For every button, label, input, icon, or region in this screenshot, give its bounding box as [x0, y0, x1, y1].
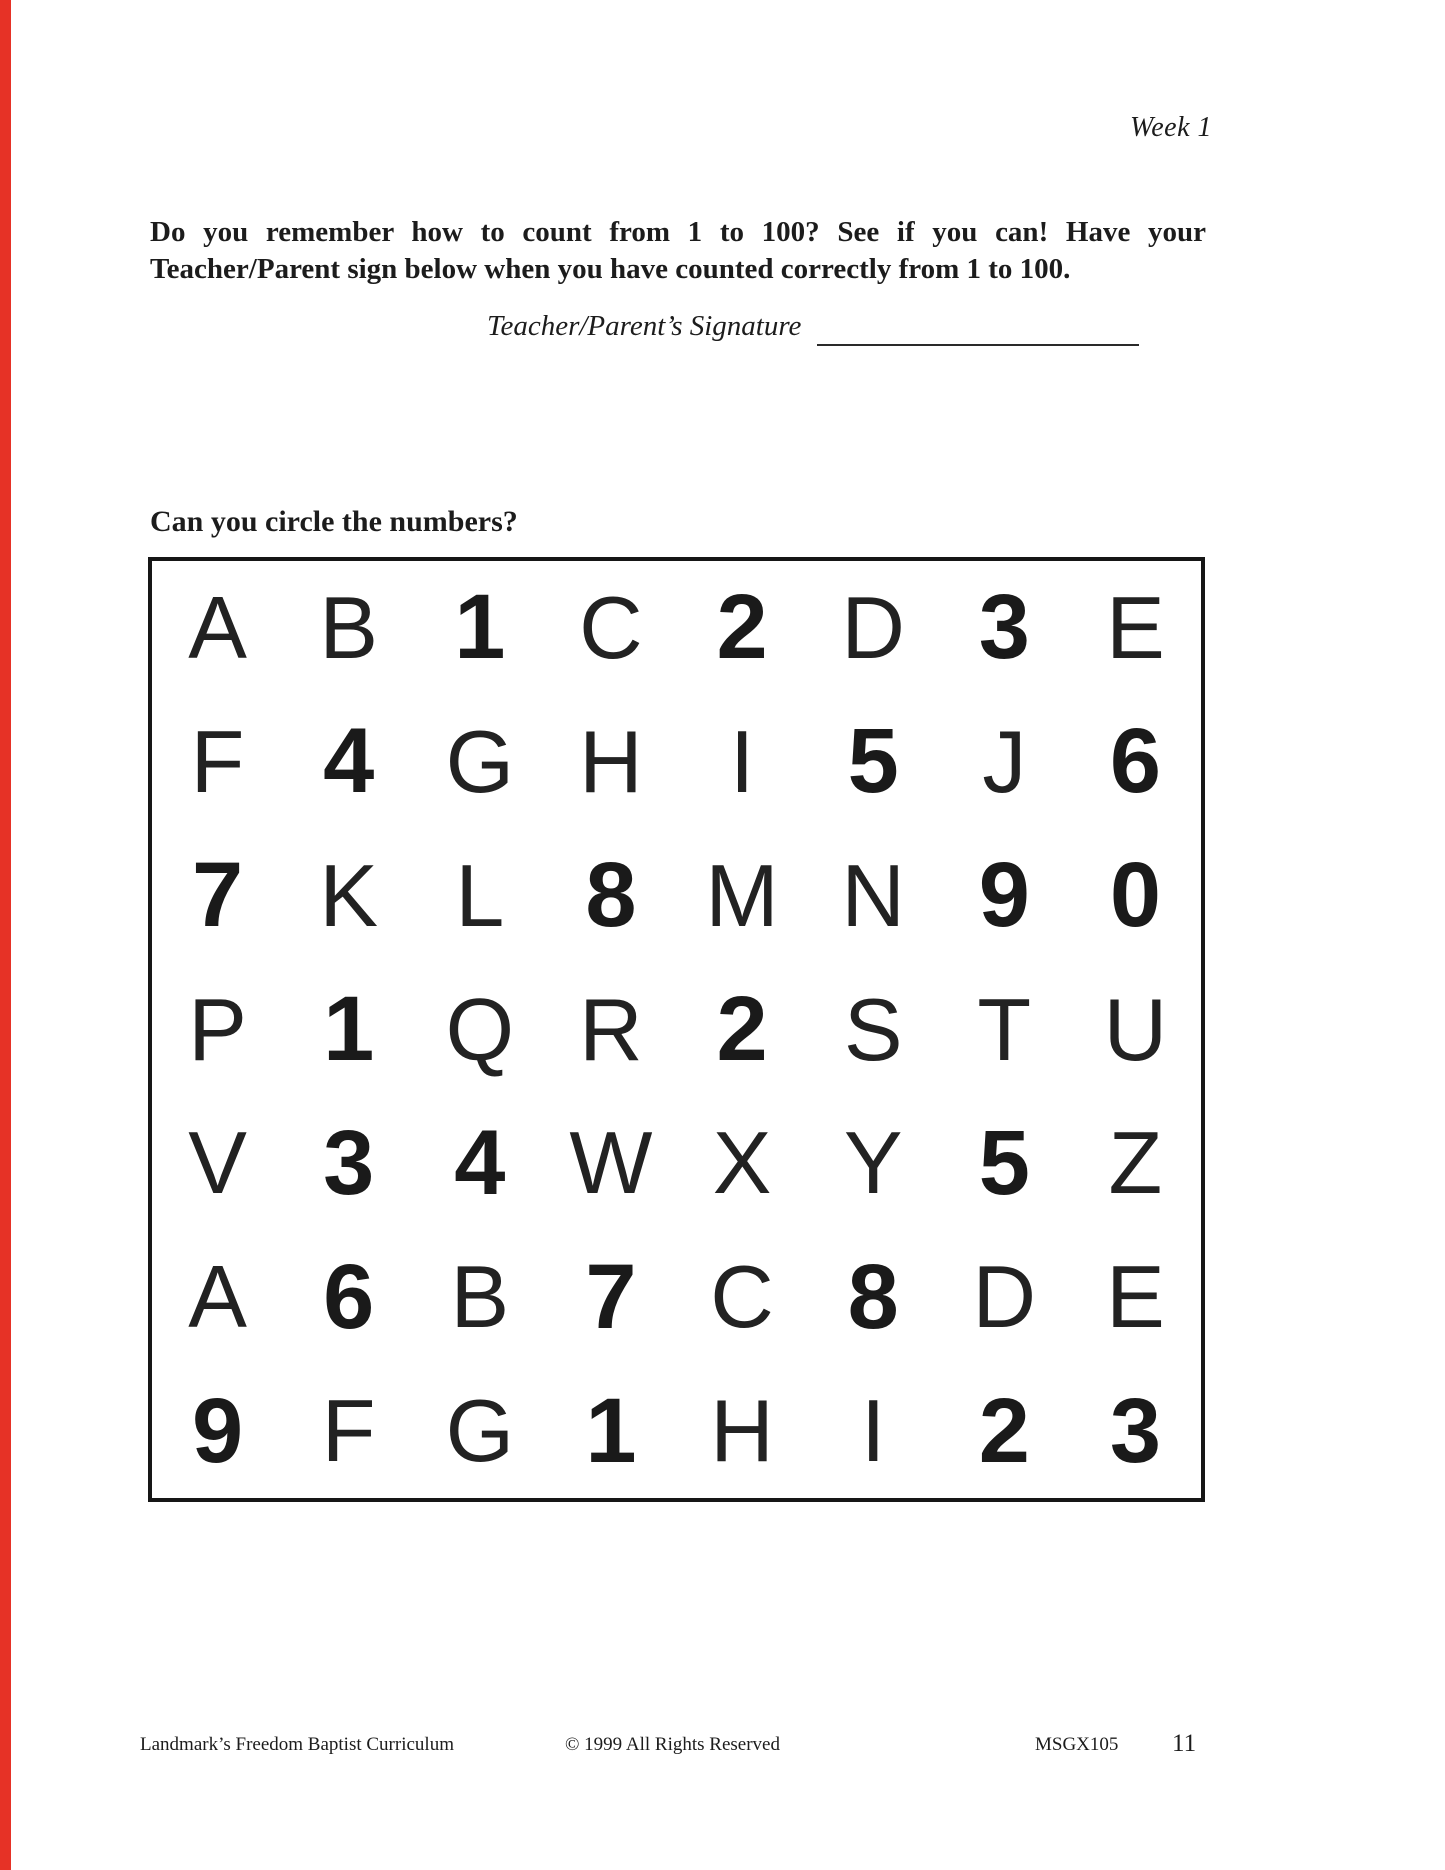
grid-row: [152, 1230, 1201, 1364]
footer-copyright: © 1999 All Rights Reserved: [565, 1734, 780, 1755]
page-edge-red-line: [0, 0, 11, 1870]
grid-cell-number: 2: [978, 1379, 1030, 1482]
footer-publisher: Landmark’s Freedom Baptist Curriculum: [140, 1734, 454, 1755]
signature-row: [487, 306, 1139, 346]
grid-cell-letter: V: [188, 1113, 247, 1213]
grid-cell-letter: G: [445, 1381, 515, 1481]
grid-cell-letter: E: [1106, 577, 1165, 677]
grid-cell-number: 3: [1109, 1379, 1162, 1482]
grid-cell-letter: D: [841, 577, 905, 677]
grid-cell-number: 9: [191, 1379, 244, 1482]
grid-cell-number: 7: [191, 844, 244, 947]
grid-cell-letter: K: [319, 845, 379, 945]
grid-cell-letter: C: [710, 1247, 774, 1347]
grid-cell-letter: A: [188, 577, 247, 677]
grid-cell-letter: L: [455, 845, 505, 945]
grid-cell-letter: B: [319, 577, 379, 677]
grid-cell-letter: J: [982, 711, 1027, 811]
grid-row: [152, 829, 1201, 963]
footer-page-number: 11: [1172, 1730, 1197, 1757]
grid-cell-number: 5: [978, 1111, 1030, 1214]
signature-label: Teacher/Parent’s Signature: [487, 310, 802, 342]
grid-cell-letter: Q: [445, 979, 515, 1079]
grid-cell-number: 2: [716, 576, 768, 679]
grid-cell-number: 7: [585, 1245, 637, 1348]
grid-cell-letter: I: [860, 1381, 886, 1481]
grid-cell-letter: M: [705, 845, 779, 945]
grid-cell-letter: H: [579, 711, 643, 811]
week-label: Week 1: [1129, 112, 1212, 143]
grid-cell-number: 8: [847, 1245, 899, 1348]
grid-cell-letter: X: [712, 1113, 772, 1213]
grid-cell-letter: A: [188, 1247, 247, 1347]
grid-cell-letter: Y: [843, 1113, 903, 1213]
grid-row: [152, 1364, 1201, 1498]
grid-cell-letter: B: [450, 1247, 510, 1347]
grid-cell-letter: F: [190, 711, 245, 811]
grid-cell-number: 1: [323, 978, 375, 1080]
grid-cell-letter: W: [569, 1113, 653, 1213]
grid-cell-letter: U: [1103, 979, 1168, 1079]
grid-cell-number: 6: [323, 1245, 375, 1348]
footer-product-code: MSGX105: [1035, 1734, 1119, 1755]
grid-cell-letter: D: [972, 1247, 1037, 1347]
grid-cell-number: 4: [323, 710, 375, 813]
grid-cell-letter: S: [843, 979, 903, 1079]
instructions-line-2: Teacher/Parent sign below when you have counted correctly from 1 to 100.: [150, 253, 1071, 285]
grid-cell-letter: Z: [1108, 1113, 1163, 1213]
grid-cell-letter: P: [188, 979, 247, 1079]
grid-cell-number: 1: [585, 1379, 637, 1482]
activity-prompt: Can you circle the numbers?: [150, 505, 518, 538]
grid-row: [152, 963, 1201, 1097]
grid-cell-number: 3: [323, 1111, 375, 1214]
grid-cell-number: 4: [454, 1111, 506, 1214]
letter-number-grid: [148, 557, 1205, 1502]
grid-cell-number: 2: [716, 978, 768, 1080]
instructions-line-1: Do you remember how to count from 1 to 100? See if you can! Have your: [150, 216, 1206, 248]
grid-cell-number: 3: [978, 576, 1030, 679]
grid-cell-letter: F: [321, 1381, 376, 1481]
grid-cell-letter: R: [579, 979, 643, 1079]
instructions-paragraph: [150, 214, 1206, 288]
grid-cell-number: 6: [1109, 710, 1162, 813]
grid-cell-number: 9: [978, 844, 1030, 947]
grid-cell-number: 0: [1109, 844, 1162, 947]
grid-cell-number: 5: [847, 710, 899, 813]
grid-row: [152, 1096, 1201, 1230]
grid-cell-letter: H: [710, 1381, 774, 1481]
grid-cell-letter: C: [579, 577, 643, 677]
grid-cell-letter: E: [1106, 1247, 1165, 1347]
grid-cell-letter: G: [445, 711, 515, 811]
grid-cell-letter: T: [977, 979, 1032, 1079]
signature-blank-line: [817, 306, 1139, 346]
grid-cell-letter: N: [841, 845, 905, 945]
grid-row: [152, 695, 1201, 829]
grid-cell-number: 8: [585, 844, 637, 947]
grid-row: [152, 561, 1201, 695]
page-footer: [0, 1730, 1445, 1770]
grid-cell-letter: I: [729, 711, 755, 811]
grid-cell-number: 1: [454, 576, 506, 679]
